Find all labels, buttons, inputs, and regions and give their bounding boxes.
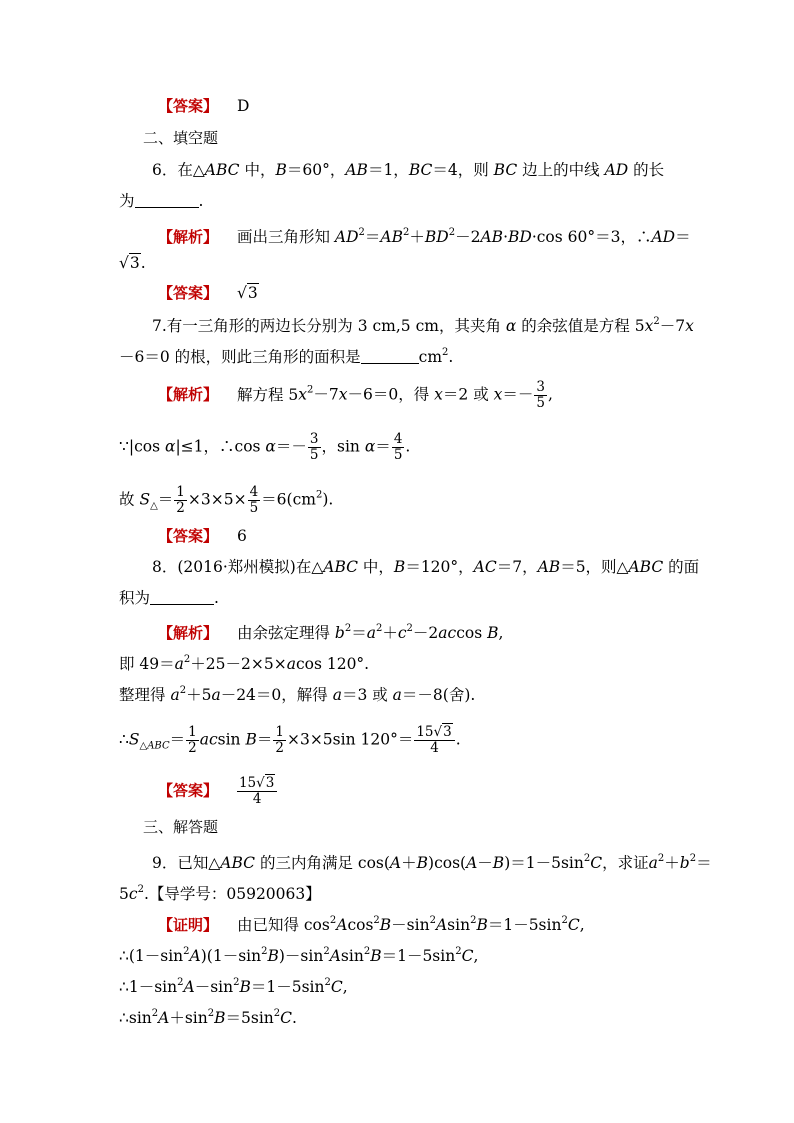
answer-value: 6 <box>236 527 247 545</box>
question-8-line-1: 8．(2016·郑州模拟)在△ABC 中，B＝120°，AC＝7，AB＝5，则△ABC 的面 <box>152 558 700 576</box>
question-6-line-1: 6．在△ABC 中，B＝60°，AB＝1，BC＝4，则 BC 边上的中线 AD 的长 <box>152 161 665 179</box>
question-8-area-line: $\therefore S_{\triangle ABC}=$ $\frac{1}{2}$ acsin B＝ $\frac{1}{2}$ ×3×5sin 120°＝ $\frac{15√3}{4}$ . <box>119 724 461 756</box>
fraction: $\frac{3}{5}$ <box>536 379 545 411</box>
fraction: $\frac{1}{2}$ <box>176 484 185 516</box>
answer-tag: 【答案】 <box>158 781 219 800</box>
analysis-tag: 【解析】 <box>158 385 219 404</box>
answer-value: √3 <box>236 284 258 302</box>
top-answer-line <box>158 96 249 116</box>
answer-tag: 【答案】 <box>158 284 219 302</box>
fraction: $\frac{3}{5}$ <box>309 431 319 463</box>
question-7-line-1: 7.有一三角形的两边长分别为 3 cm,5 cm，其夹角 α 的余弦值是方程 $5x^2-7x$ <box>152 316 694 335</box>
question-6-answer-line <box>158 283 259 303</box>
analysis-tag: 【解析】 <box>158 228 219 246</box>
fraction: $\frac{1}{2}$ <box>275 724 284 756</box>
answer-value: D <box>236 97 250 115</box>
question-7-line-2: －6＝0 的根，则此三角形的面积是 $cm^2$. <box>119 347 454 366</box>
proof-tag: 【证明】 <box>158 916 219 934</box>
question-8-answer-line <box>158 776 278 807</box>
fraction: $\frac{4}{5}$ <box>393 431 403 463</box>
question-9-line-2: $5c^2$.【导学号：05920063】 <box>119 884 321 903</box>
question-7-conclusion-line: 故 $S_\triangle=$ $\frac{1}{2}$ ×3×5× $\frac{4}{5}$ $=6(cm^2)$. <box>119 484 334 516</box>
question-6-analysis-line-1: 【解析】 画出三角形知 $AD^2=AB^2+BD^2-2AB\cdot BD\cdot\cos$ 60°＝3，∴AD＝ <box>158 227 691 246</box>
section-heading-solutions: 三、解答题 <box>143 818 219 836</box>
section-heading-fill-blank: 二、填空题 <box>143 129 219 147</box>
analysis-tag: 【解析】 <box>158 624 219 642</box>
question-9-proof-line-2: $\therefore(1-\sin^2A)(1-\sin^2B)-\sin^2Asin^2B=1-5\sin^2C$, <box>119 946 479 965</box>
answer-blank <box>150 588 214 605</box>
fraction: $\frac{15√3}{4}$ <box>414 725 454 756</box>
question-9-proof-line-3: $\therefore 1-\sin^2A-\sin^2B=1-5\sin^2C$, <box>119 977 348 996</box>
fraction: $\frac{1}{2}$ <box>188 724 197 756</box>
question-7-answer-line <box>158 526 247 546</box>
fraction: $\frac{4}{5}$ <box>249 484 259 516</box>
answer-value: $\frac{15√3}{4}$ <box>237 776 277 807</box>
question-9-proof-line-1: 【证明】 由已知得 $\cos^2Acos^2B-\sin^2Asin^2B=1-5\sin^2C$, <box>158 915 585 934</box>
question-7-because-line: ∵|cos α|≤1，∴cos α＝－ $\frac{3}{5}$ ，sin α＝ $\frac{4}{5}$ . <box>119 431 411 463</box>
question-9-proof-line-4: $\therefore\sin^2A+\sin^2B=5\sin^2C$. <box>119 1008 297 1027</box>
question-8-line-2: 积为 . <box>119 589 219 607</box>
question-6-line-2: 为 . <box>119 192 204 210</box>
answer-blank <box>135 191 199 208</box>
question-8-zhengli-line: 整理得 $a^2+5a-24=0$，解得 a＝3 或 a＝－8(舍). <box>119 685 476 704</box>
answer-blank <box>361 347 419 364</box>
question-9-line-1: 9．已知△ABC 的三内角满足 $\cos(A+B)\cos(A-B)=1-5\sin^2C$，求证$a^2+b^2=$ <box>152 853 712 872</box>
answer-tag: 【答案】 <box>158 527 219 545</box>
answer-tag: 【答案】 <box>158 97 219 115</box>
square-root: √3 <box>119 254 140 272</box>
question-8-analysis-line-1: 【解析】 由余弦定理得 $b^2=a^2+c^2-2accos$ B, <box>158 623 504 642</box>
question-7-analysis-line-1: 【解析】 解方程 $5x^2-7x-6=0$，得 x＝2 或 x＝－ $\frac{3}{5}$ , <box>158 379 553 411</box>
question-6-analysis-line-2: √3. <box>119 254 146 272</box>
question-8-ji-line: 即 $49=a^2+25-2\times 5\times acos$ 120°. <box>119 654 370 673</box>
